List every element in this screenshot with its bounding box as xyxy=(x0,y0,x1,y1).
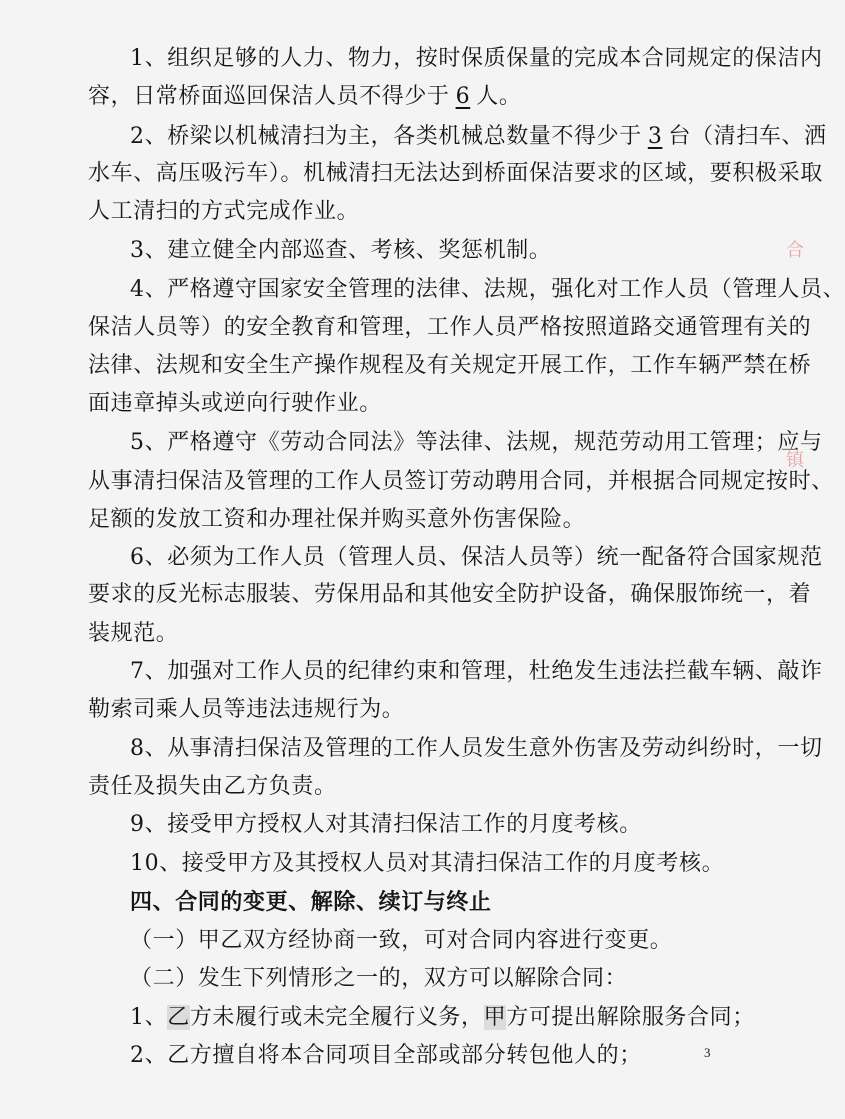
text-line xyxy=(130,428,823,458)
text-segment: 法律、法规和安全生产操作规程及有关规定开展工作，工作车辆严禁在桥 xyxy=(88,353,812,378)
text-line xyxy=(88,695,404,725)
text-line xyxy=(130,849,724,879)
text-line xyxy=(88,467,834,497)
highlighted-char: 乙 xyxy=(167,1005,190,1030)
text-line xyxy=(130,122,827,152)
text-segment: 足额的发放工资和办理社保并购买意外伤害保险。 xyxy=(88,507,586,532)
text-line xyxy=(130,44,823,74)
red-seal-lower xyxy=(783,450,804,468)
text-line xyxy=(88,772,337,802)
text-segment: 台（清扫车、洒 xyxy=(668,124,827,149)
text-segment: 1、组织足够的人力、物力，按时保质保量的完成本合同规定的保洁内 xyxy=(130,46,823,71)
seal-text-lower: 镇 xyxy=(783,450,804,468)
text-line xyxy=(130,657,823,687)
text-line xyxy=(130,1041,642,1071)
text-segment: 人工清扫的方式完成作业。 xyxy=(88,199,360,224)
text-line xyxy=(88,619,178,649)
text-segment: 方可提出解除服务合同； xyxy=(506,1005,755,1030)
seal-text-upper: 合 xyxy=(783,240,804,258)
text-segment: 面违章掉头或逆向行驶作业。 xyxy=(88,391,382,416)
section-heading xyxy=(130,887,492,917)
filled-blank: 3 xyxy=(647,124,663,149)
text-line xyxy=(130,964,627,994)
text-segment: （二）发生下列情形之一的，双方可以解除合同： xyxy=(130,966,628,991)
text-segment: 8、从事清扫保洁及管理的工作人员发生意外伤害及劳动纠纷时，一切 xyxy=(130,736,823,761)
text-segment: 7、加强对工作人员的纪律约束和管理，杜绝发生违法拦截车辆、敲诈 xyxy=(130,659,823,684)
text-line xyxy=(130,543,823,573)
text-line xyxy=(88,313,811,343)
text-segment: 2、桥梁以机械清扫为主，各类机械总数量不得少于 xyxy=(130,124,642,149)
text-line xyxy=(88,351,811,381)
text-line xyxy=(130,1003,755,1033)
text-line xyxy=(130,926,672,956)
text-segment: 5、严格遵守《劳动合同法》等法律、法规，规范劳动用工管理；应与 xyxy=(130,430,823,455)
text-segment: 9、接受甲方授权人对其清扫保洁工作的月度考核。 xyxy=(130,812,642,837)
text-segment: 人。 xyxy=(476,84,522,109)
text-segment: 要求的反光标志服装、劳保用品和其他安全防护设备，确保服饰统一，着 xyxy=(88,582,812,607)
text-segment: 10、接受甲方及其授权人员对其清扫保洁工作的月度考核。 xyxy=(130,851,725,876)
text-segment: 4、严格遵守国家安全管理的法律、法规，强化对工作人员（管理人员、 xyxy=(130,277,845,302)
text-line xyxy=(88,389,382,419)
text-line xyxy=(88,197,359,227)
text-line xyxy=(88,580,811,610)
text-segment: 四、合同的变更、解除、续订与终止 xyxy=(130,889,492,915)
text-segment: 责任及损失由乙方负责。 xyxy=(88,774,337,799)
text-segment: 2、乙方擅自将本合同项目全部或部分转包他人的； xyxy=(130,1043,642,1068)
text-segment: 保洁人员等）的安全教育和管理，工作人员严格按照道路交通管理有关的 xyxy=(88,315,812,340)
text-segment: 勒索司乘人员等违法违规行为。 xyxy=(88,697,405,722)
filled-blank: 6 xyxy=(455,84,471,109)
red-seal-upper xyxy=(783,240,804,258)
text-line xyxy=(88,82,521,112)
text-line xyxy=(88,505,585,535)
text-segment: 6、必须为工作人员（管理人员、保洁人员等）统一配备符合国家规范 xyxy=(130,545,823,570)
page-number: 3 xyxy=(704,1045,711,1060)
text-segment: 1、 xyxy=(130,1005,168,1030)
text-segment: （一）甲乙双方经协商一致，可对合同内容进行变更。 xyxy=(130,928,673,953)
text-line xyxy=(88,159,823,189)
text-line xyxy=(130,810,642,840)
text-segment: 装规范。 xyxy=(88,621,179,646)
text-segment: 3、建立健全内部巡查、考核、奖惩机制。 xyxy=(130,238,552,263)
text-segment: 方未履行或未完全履行义务， xyxy=(189,1005,484,1030)
text-segment: 水车、高压吸污车）。机械清扫无法达到桥面保洁要求的区域，要积极采取 xyxy=(88,161,823,186)
text-line xyxy=(130,734,823,764)
text-segment: 容，日常桥面巡回保洁人员不得少于 xyxy=(88,84,450,109)
text-line xyxy=(130,236,551,266)
highlighted-char: 甲 xyxy=(483,1005,507,1030)
text-line xyxy=(130,275,845,305)
text-segment: 从事清扫保洁及管理的工作人员签订劳动聘用合同，并根据合同规定按时、 xyxy=(88,469,834,494)
